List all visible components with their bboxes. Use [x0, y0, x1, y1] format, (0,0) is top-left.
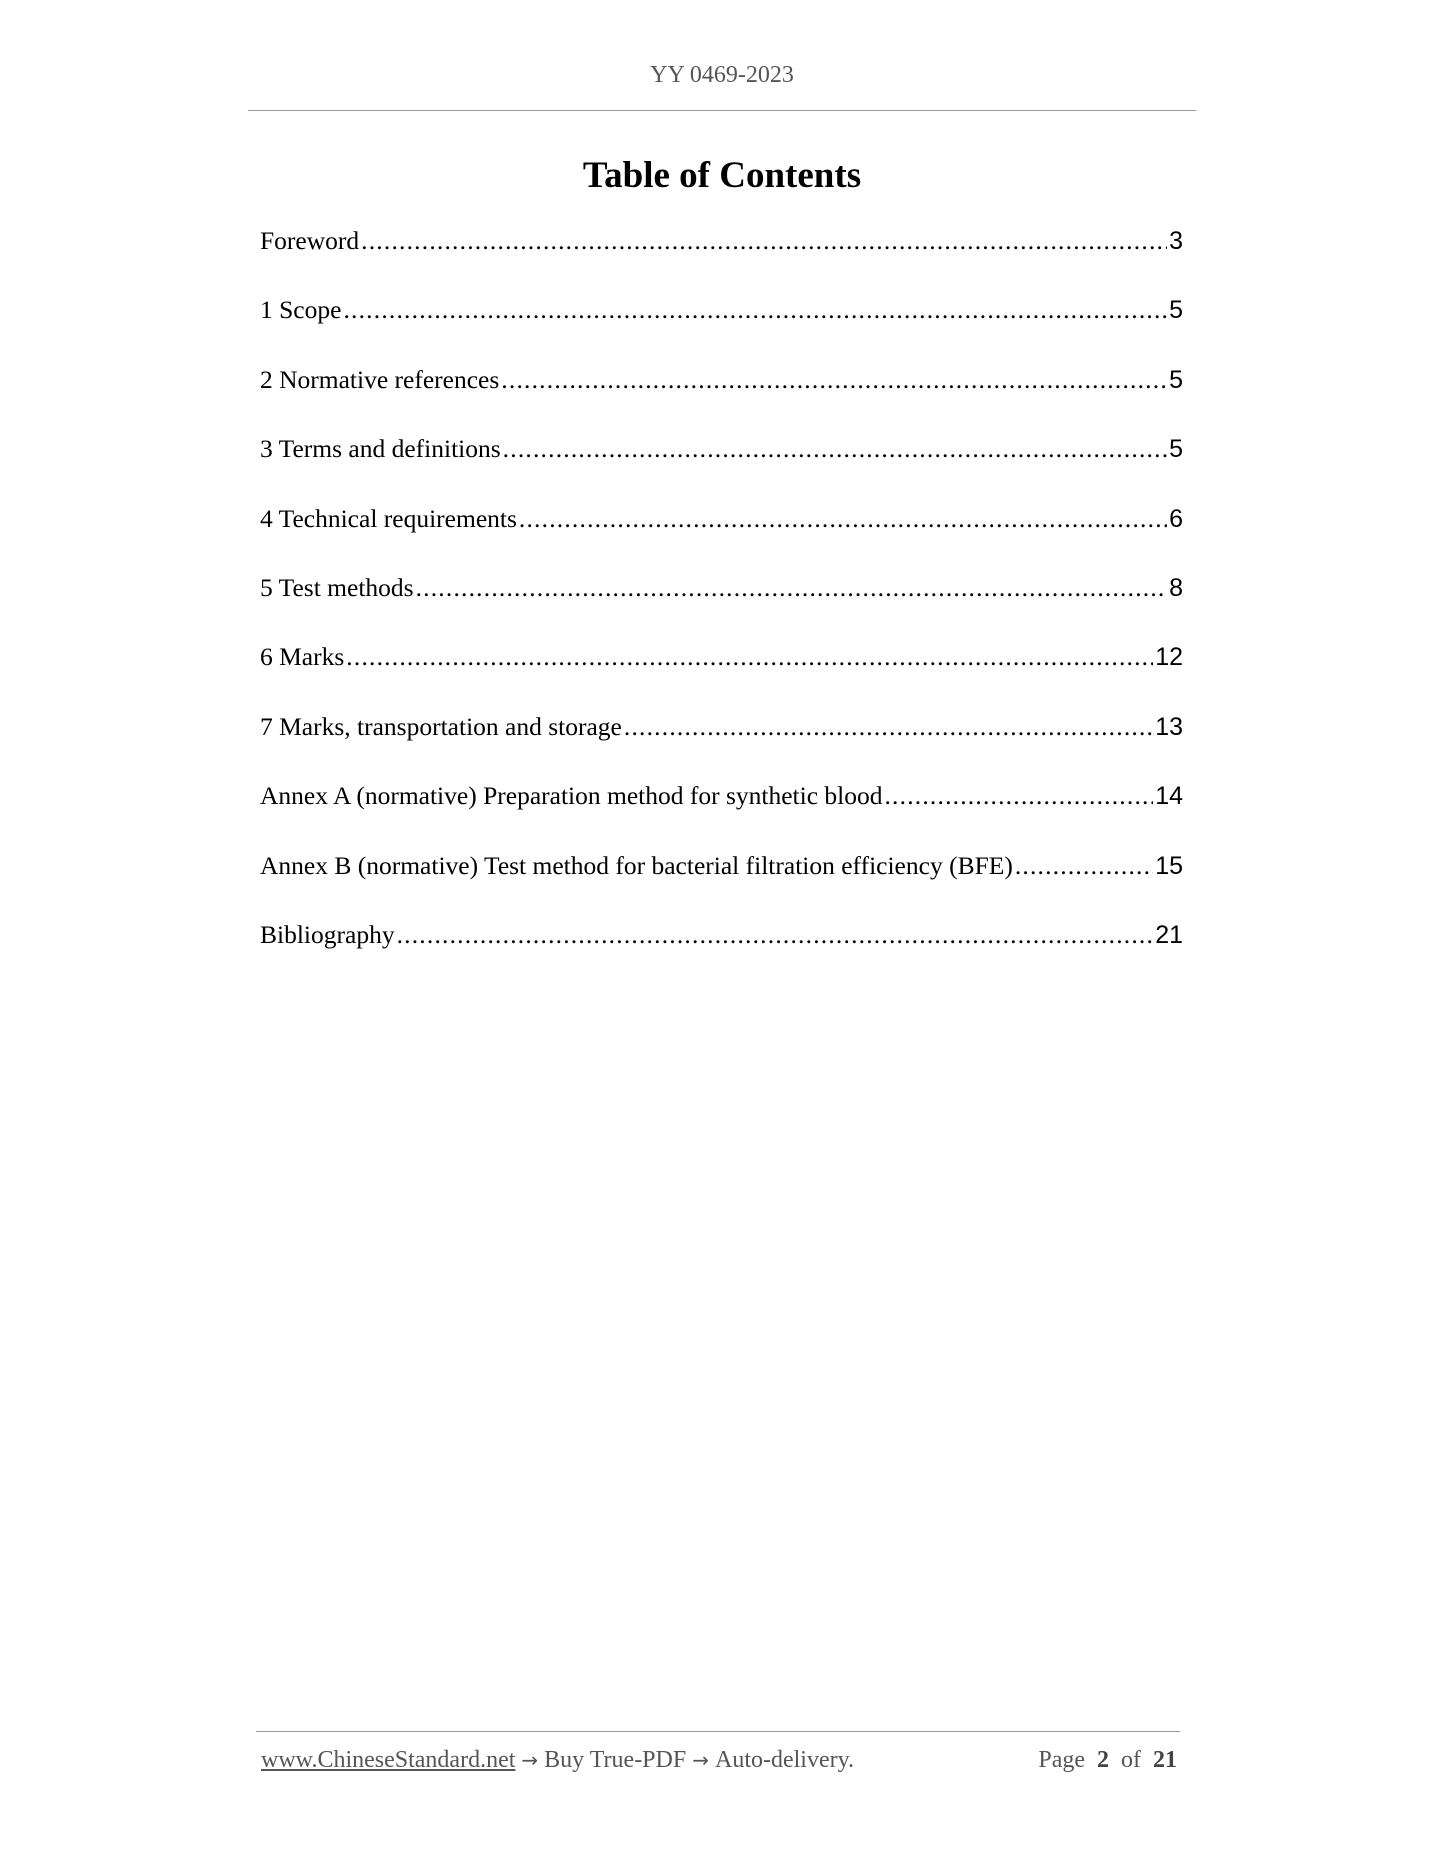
toc-entry-test-methods[interactable]: [260, 573, 1183, 642]
toc-entry-marks-transportation-storage[interactable]: [260, 712, 1183, 781]
toc-dot-leader: [624, 712, 1153, 742]
toc-entry-label: 4 Technical requirements: [260, 503, 517, 533]
toc-entry-label: Foreword: [260, 226, 360, 255]
document-header: [248, 62, 1196, 89]
toc-entry-scope[interactable]: [260, 295, 1183, 364]
page-title: Table of Contents: [582, 155, 862, 196]
header-divider: [248, 110, 1196, 111]
toc-entry-annex-b[interactable]: [260, 851, 1183, 920]
toc-entry-marks[interactable]: [260, 642, 1183, 711]
toc-entry-page: 5: [1169, 296, 1183, 325]
toc-dot-leader: [416, 573, 1168, 603]
toc-entry-normative-references[interactable]: [260, 365, 1183, 434]
toc-entry-page: 21: [1155, 920, 1183, 949]
toc-entry-page: 14: [1155, 782, 1183, 811]
toc-entry-page: 8: [1169, 573, 1183, 602]
of-word: of: [1121, 1747, 1141, 1773]
page-indicator: [1038, 1747, 1177, 1774]
toc-dot-leader: [884, 781, 1153, 811]
buy-text: Buy True-PDF: [544, 1747, 687, 1773]
toc-entry-technical-requirements[interactable]: [260, 504, 1183, 573]
delivery-text: Auto-delivery.: [714, 1747, 855, 1773]
toc-entry-annex-a[interactable]: [260, 781, 1183, 850]
toc-entry-label: Bibliography: [260, 919, 395, 949]
toc-entry-foreword[interactable]: [260, 226, 1183, 295]
toc-entry-label: 5 Test methods: [260, 572, 414, 602]
toc-entry-page: 12: [1155, 643, 1183, 672]
toc-dot-leader: [346, 642, 1153, 672]
toc-entry-page: 6: [1169, 504, 1183, 533]
toc-dot-leader: [1015, 851, 1153, 881]
footer-divider: [256, 1731, 1180, 1732]
toc-entry-label: 3 Terms and definitions: [260, 434, 501, 464]
current-page-number: 2: [1097, 1747, 1109, 1773]
toc-entry-page: 5: [1169, 365, 1183, 394]
site-link[interactable]: www.ChineseStandard.net: [261, 1747, 516, 1773]
footer-promo: [261, 1747, 854, 1774]
table-of-contents: [260, 226, 1183, 989]
toc-entry-page: 13: [1155, 712, 1183, 741]
toc-entry-page: 5: [1169, 435, 1183, 464]
toc-entry-label: 7 Marks, transportation and storage: [260, 711, 622, 741]
toc-entry-label: Annex A (normative) Preparation method for synthetic blood: [260, 781, 883, 811]
right-arrow-icon: →: [692, 1748, 709, 1772]
toc-dot-leader: [397, 920, 1154, 950]
toc-entry-label: 2 Normative references: [260, 364, 500, 394]
toc-dot-leader: [519, 504, 1167, 534]
toc-entry-label: Annex B (normative) Test method for bacterial filtration efficiency (BFE): [260, 850, 1013, 880]
document-id: YY 0469-2023: [650, 62, 794, 88]
toc-dot-leader: [501, 365, 1167, 395]
toc-dot-leader: [343, 295, 1167, 325]
toc-entry-page: 3: [1169, 227, 1183, 255]
page-word: Page: [1038, 1747, 1085, 1773]
toc-entry-label: 1 Scope: [260, 295, 342, 325]
right-arrow-icon: →: [521, 1748, 539, 1772]
toc-entry-bibliography[interactable]: [260, 920, 1183, 989]
toc-dot-leader: [361, 226, 1167, 256]
toc-entry-terms-and-definitions[interactable]: [260, 434, 1183, 503]
toc-entry-page: 15: [1155, 851, 1183, 880]
toc-dot-leader: [503, 434, 1167, 464]
toc-entry-label: 6 Marks: [260, 642, 345, 672]
total-pages-number: 21: [1153, 1747, 1177, 1773]
